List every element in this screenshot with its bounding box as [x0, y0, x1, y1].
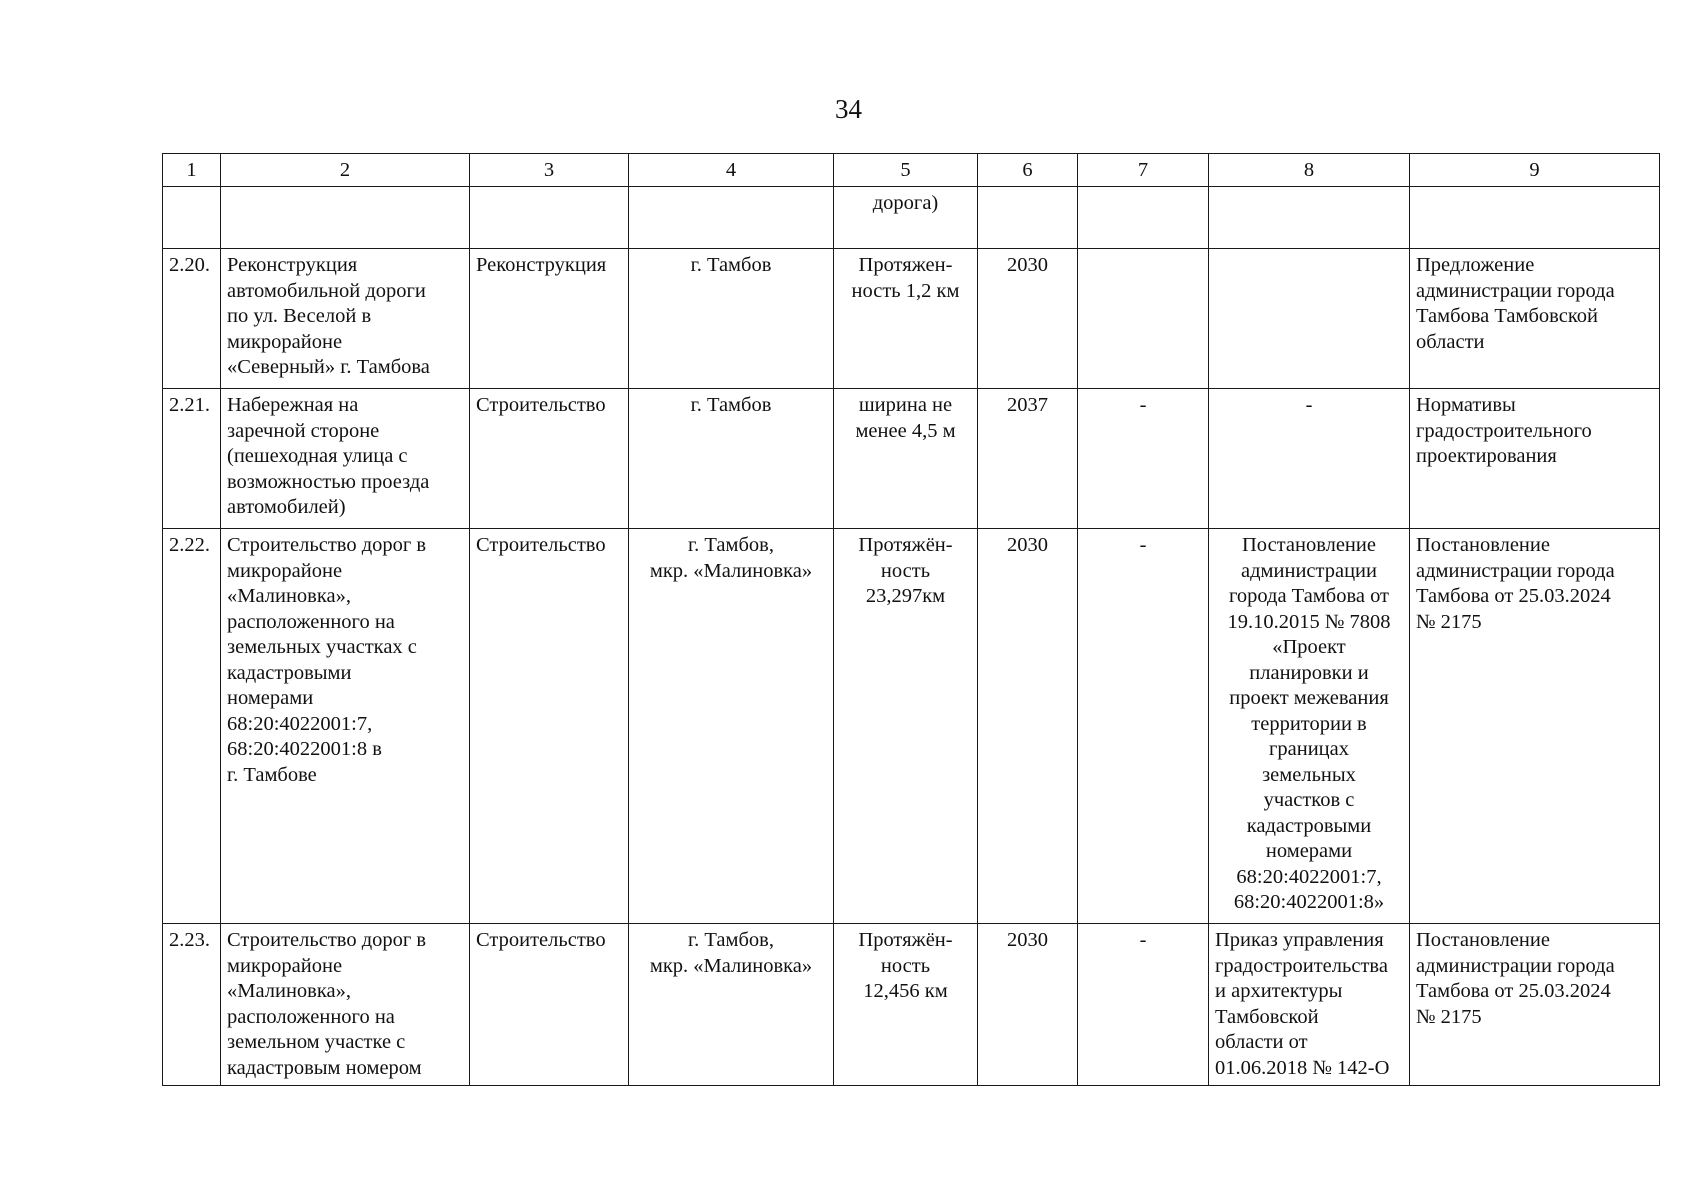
- column-header: 5: [834, 154, 978, 187]
- cell-name: [221, 924, 470, 1086]
- cell-year: 2037: [978, 389, 1078, 529]
- cell-line: микрорайоне: [227, 330, 343, 353]
- cell-line: г. Тамбов,: [688, 534, 774, 556]
- cell-line: номерами: [227, 687, 314, 709]
- cell-line: администрации: [1241, 559, 1377, 582]
- cell-line: ность: [880, 559, 931, 582]
- cell-line: проект межевания: [1229, 687, 1389, 709]
- cell-line: ширина не: [858, 394, 953, 416]
- cell-line: Тамбова Тамбовской: [1416, 305, 1598, 327]
- table-row-2-20: [163, 249, 1660, 389]
- cell-line: заречной стороне: [227, 419, 380, 442]
- cell-col8: [1209, 529, 1410, 924]
- column-header: 1: [163, 154, 221, 187]
- cell-line: территории в: [1251, 712, 1367, 735]
- cell-name: [221, 249, 470, 389]
- cell-line: Набережная на: [227, 394, 359, 416]
- cell-line: микрорайоне: [227, 954, 343, 977]
- cell-line: 23,297км: [865, 585, 946, 607]
- column-number-header-row: [163, 154, 1660, 187]
- cell-year: 2030: [978, 249, 1078, 389]
- cell-line: возможностью проезда: [227, 470, 430, 493]
- cell-line: -: [1305, 394, 1313, 416]
- cell-line: администрации города: [1416, 559, 1615, 582]
- cell-type: [470, 187, 629, 249]
- cell-num: 2.23.: [163, 924, 221, 1086]
- cell-year: 2030: [978, 924, 1078, 1086]
- cell-col9: [1410, 924, 1660, 1086]
- cell-line: № 2175: [1416, 1005, 1482, 1028]
- cell-line: мкр. «Малиновка»: [649, 559, 813, 582]
- cell-line: 01.06.2018 № 142-О: [1215, 1056, 1390, 1079]
- cell-line: проектирования: [1416, 445, 1557, 467]
- cell-name: [221, 529, 470, 924]
- cell-params: [834, 924, 978, 1086]
- table-row-2-23: [163, 924, 1660, 1086]
- cell-line: 68:20:4022001:8»: [1233, 891, 1385, 913]
- cell-line: г. Тамбов: [690, 254, 772, 276]
- cell-col9: [1410, 249, 1660, 389]
- cell-line: Строительство дорог в: [227, 534, 427, 556]
- cell-line: земельных участках с: [227, 636, 417, 658]
- infrastructure-table: [162, 153, 1660, 1086]
- cell-location: [629, 187, 834, 249]
- cell-line: Приказ управления: [1215, 929, 1384, 951]
- cell-line: администрации города: [1416, 279, 1615, 302]
- cell-col8: [1209, 187, 1410, 249]
- cell-type: Строительство: [470, 924, 629, 1086]
- cell-num: 2.21.: [163, 389, 221, 529]
- cell-line: Реконструкция: [227, 254, 358, 276]
- cell-params: [834, 389, 978, 529]
- cell-line: градостроительного: [1416, 419, 1592, 442]
- cell-location: [629, 924, 834, 1086]
- cell-line: Постановление: [1416, 929, 1550, 951]
- cell-params: [834, 249, 978, 389]
- table-row-2-21: [163, 389, 1660, 529]
- cell-line: автомобильной дороги: [227, 279, 426, 302]
- cell-line: кадастровым номером: [227, 1056, 422, 1079]
- cell-type: Строительство: [470, 529, 629, 924]
- column-header: 6: [978, 154, 1078, 187]
- cell-line: Нормативы: [1416, 394, 1516, 416]
- column-header: 3: [470, 154, 629, 187]
- cell-col7: [1078, 249, 1209, 389]
- cell-type: Строительство: [470, 389, 629, 529]
- cell-line: границах: [1268, 738, 1350, 760]
- cell-line: «Малиновка»,: [227, 980, 351, 1002]
- cell-line: Тамбова от 25.03.2024: [1416, 585, 1611, 607]
- cell-line: 68:20:4022001:8 в: [227, 738, 382, 760]
- page-number: 34: [835, 94, 862, 124]
- cell-line: Протяжён-: [858, 929, 953, 951]
- cell-line: «Северный» г. Тамбова: [227, 356, 430, 378]
- cell-line: кадастровыми: [1246, 814, 1372, 837]
- cell-line: № 2175: [1416, 610, 1482, 633]
- table-row-continuation: [163, 187, 1660, 249]
- cell-col7: -: [1078, 924, 1209, 1086]
- cell-line: Тамбовской: [1215, 1005, 1319, 1028]
- cell-line: области от: [1215, 1031, 1308, 1053]
- cell-line: земельных: [1262, 763, 1356, 786]
- cell-line: менее 4,5 м: [855, 419, 956, 442]
- cell-line: автомобилей): [227, 496, 346, 518]
- column-header: 2: [221, 154, 470, 187]
- cell-line: г. Тамбов,: [688, 929, 774, 951]
- cell-line: Протяжен-: [858, 254, 953, 276]
- column-header: 8: [1209, 154, 1410, 187]
- cell-line: участков с: [1263, 789, 1355, 811]
- cell-line: «Малиновка»,: [227, 585, 351, 607]
- cell-line: градостроительства: [1215, 954, 1388, 977]
- cell-line: по ул. Веселой в: [227, 305, 372, 327]
- cell-line: кадастровыми: [227, 661, 352, 684]
- cell-line: дорога): [872, 192, 939, 214]
- cell-line: 68:20:4022001:7,: [1236, 865, 1382, 888]
- cell-line: расположенного на: [227, 610, 395, 633]
- cell-year: 2030: [978, 529, 1078, 924]
- cell-num: [163, 187, 221, 249]
- cell-line: Постановление: [1416, 534, 1550, 556]
- cell-line: области: [1416, 330, 1485, 353]
- cell-line: г. Тамбове: [227, 763, 317, 786]
- cell-line: микрорайоне: [227, 559, 343, 582]
- cell-col8: [1209, 249, 1410, 389]
- cell-col8: [1209, 389, 1410, 529]
- cell-line: и архитектуры: [1215, 980, 1343, 1002]
- cell-line: (пешеходная улица с: [227, 445, 408, 467]
- cell-line: земельном участке с: [227, 1031, 406, 1053]
- column-header: 7: [1078, 154, 1209, 187]
- cell-year: [978, 187, 1078, 249]
- cell-location: [629, 389, 834, 529]
- cell-num: 2.22.: [163, 529, 221, 924]
- cell-line: ность 1,2 км: [851, 279, 960, 302]
- cell-line: мкр. «Малиновка»: [649, 954, 813, 977]
- cell-col9: [1410, 187, 1660, 249]
- column-header: 9: [1410, 154, 1660, 187]
- cell-line: Протяжён-: [858, 534, 953, 556]
- cell-line: Постановление: [1242, 534, 1376, 556]
- cell-line: 68:20:4022001:7,: [227, 712, 373, 735]
- cell-params: [834, 187, 978, 249]
- cell-line: администрации города: [1416, 954, 1615, 977]
- cell-line: города Тамбова от: [1228, 585, 1390, 607]
- cell-line: Строительство дорог в: [227, 929, 427, 951]
- cell-line: 19.10.2015 № 7808: [1227, 610, 1391, 633]
- cell-line: «Проект: [1272, 636, 1346, 658]
- cell-type: Реконструкция: [470, 249, 629, 389]
- column-header: 4: [629, 154, 834, 187]
- cell-num: 2.20.: [163, 249, 221, 389]
- cell-location: [629, 529, 834, 924]
- cell-line: расположенного на: [227, 1005, 395, 1028]
- cell-line: ность: [880, 954, 931, 977]
- cell-col7: -: [1078, 389, 1209, 529]
- cell-col7: [1078, 187, 1209, 249]
- cell-line: г. Тамбов: [690, 394, 772, 416]
- cell-col9: [1410, 389, 1660, 529]
- cell-name: [221, 389, 470, 529]
- cell-line: 12,456 км: [863, 980, 948, 1002]
- cell-col7: -: [1078, 529, 1209, 924]
- cell-name: [221, 187, 470, 249]
- table-row-2-22: [163, 529, 1660, 924]
- cell-col9: [1410, 529, 1660, 924]
- cell-col8: [1209, 924, 1410, 1086]
- cell-line: номерами: [1265, 840, 1353, 862]
- cell-location: [629, 249, 834, 389]
- cell-params: [834, 529, 978, 924]
- cell-line: Тамбова от 25.03.2024: [1416, 980, 1611, 1002]
- cell-line: планировки и: [1249, 661, 1369, 684]
- cell-line: Предложение: [1416, 254, 1535, 276]
